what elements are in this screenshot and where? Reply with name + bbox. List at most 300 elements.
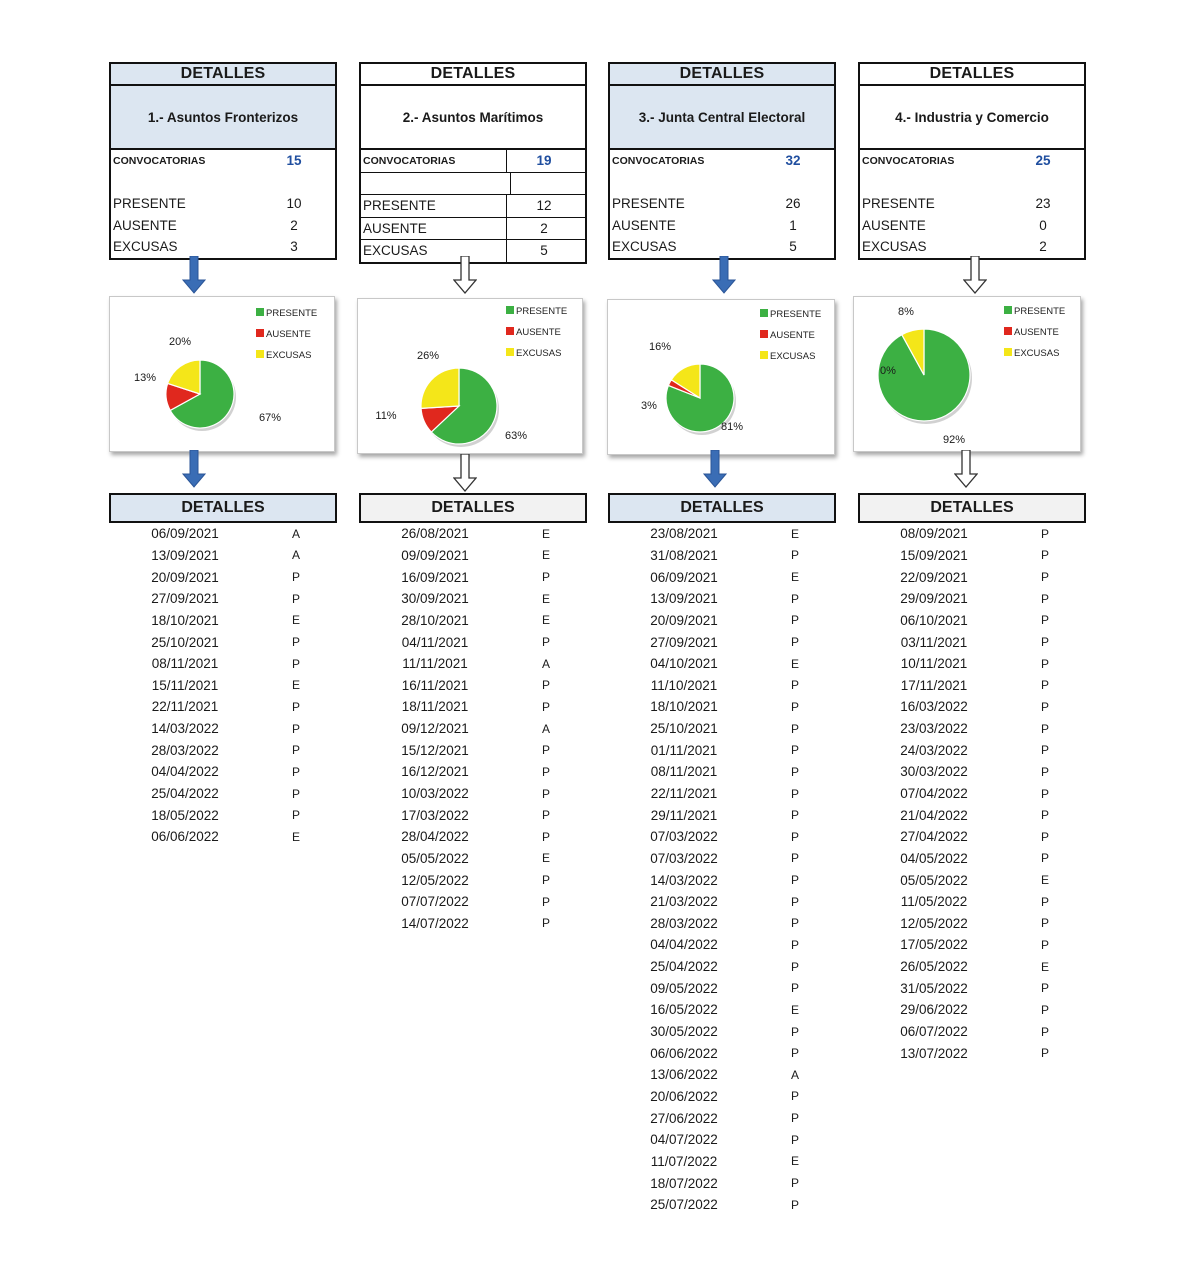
details-header: DETALLES <box>858 493 1086 523</box>
session-date: 17/11/2021 <box>900 677 968 693</box>
session-row <box>608 566 836 588</box>
pie-chart-3 <box>607 299 835 455</box>
legend-label: PRESENTE <box>266 308 318 319</box>
session-date: 30/03/2022 <box>900 764 968 780</box>
session-status: E <box>790 1002 799 1017</box>
session-date: 04/07/2022 <box>650 1132 718 1148</box>
session-status: E <box>291 678 300 693</box>
session-row <box>858 913 1086 935</box>
pie-percent-label: 11% <box>375 410 397 422</box>
session-status: P <box>790 894 799 909</box>
legend-swatch <box>506 306 514 314</box>
session-row <box>608 674 836 696</box>
committee-title: 4.- Industria y Comercio <box>860 86 1084 150</box>
summary-table <box>608 62 836 260</box>
convocatorias-value: 25 <box>1035 153 1051 169</box>
session-date: 16/12/2021 <box>401 764 469 780</box>
pie-percent-label: 92% <box>942 434 966 446</box>
pie-percent-label: 81% <box>720 421 744 433</box>
session-status: P <box>1040 613 1049 628</box>
session-status: P <box>1040 548 1049 563</box>
session-row <box>109 610 337 632</box>
session-status: P <box>541 678 550 693</box>
session-status: P <box>790 1132 799 1147</box>
session-status: E <box>541 613 550 628</box>
session-row <box>858 826 1086 848</box>
session-row <box>109 566 337 588</box>
legend-swatch <box>506 327 514 335</box>
presente-label: PRESENTE <box>363 198 436 214</box>
session-row <box>858 761 1086 783</box>
session-date: 13/09/2021 <box>151 547 219 563</box>
session-date: 27/06/2022 <box>650 1110 718 1126</box>
convocatorias-label: CONVOCATORIAS <box>363 154 456 167</box>
committee-title: 1.- Asuntos Fronterizos <box>111 86 335 150</box>
session-date: 27/04/2022 <box>900 829 968 845</box>
session-status: P <box>541 743 550 758</box>
arrow-down-icon <box>712 256 736 294</box>
session-status: P <box>291 764 300 779</box>
session-row <box>608 1064 836 1086</box>
summary-header: DETALLES <box>610 64 834 86</box>
session-date: 29/09/2021 <box>900 591 968 607</box>
session-row <box>359 545 587 567</box>
presente-row <box>111 193 335 215</box>
summary-header: DETALLES <box>111 64 335 86</box>
session-status: P <box>1040 1024 1049 1039</box>
session-status: P <box>790 1024 799 1039</box>
session-date: 22/09/2021 <box>900 569 968 585</box>
session-date: 06/09/2021 <box>151 526 219 542</box>
presente-label: PRESENTE <box>862 196 935 212</box>
session-row <box>359 566 587 588</box>
session-row <box>858 934 1086 956</box>
session-date: 22/11/2021 <box>151 699 219 715</box>
session-date: 25/07/2022 <box>650 1197 718 1213</box>
excusas-row <box>860 236 1084 258</box>
ausente-label: AUSENTE <box>113 217 177 233</box>
legend-label: PRESENTE <box>516 306 568 317</box>
excusas-row <box>610 236 834 258</box>
session-row <box>858 674 1086 696</box>
session-row <box>359 913 587 935</box>
session-row <box>858 588 1086 610</box>
summary-header: DETALLES <box>860 64 1084 86</box>
session-row <box>608 999 836 1021</box>
session-date: 28/10/2021 <box>401 612 469 628</box>
session-row <box>359 631 587 653</box>
session-date: 09/12/2021 <box>401 721 469 737</box>
session-status: P <box>291 743 300 758</box>
convocatorias-value: 19 <box>506 150 585 172</box>
summary-header: DETALLES <box>361 64 585 86</box>
session-status: E <box>790 526 799 541</box>
committee-column-4 <box>858 62 1086 260</box>
pie-percent-label: 20% <box>168 336 192 348</box>
session-row <box>858 566 1086 588</box>
session-date: 12/05/2022 <box>401 872 469 888</box>
pie-chart-svg <box>110 297 334 451</box>
session-date: 21/03/2022 <box>650 894 718 910</box>
pie-chart-4 <box>853 296 1081 452</box>
session-row <box>109 718 337 740</box>
session-date: 25/04/2022 <box>151 786 219 801</box>
session-date: 06/07/2022 <box>900 1024 968 1040</box>
arrow-down-icon <box>963 256 987 294</box>
ausente-value: 2 <box>506 218 585 240</box>
session-row <box>608 934 836 956</box>
session-row <box>608 848 836 870</box>
session-date: 28/03/2022 <box>151 742 219 758</box>
arrow-down-icon <box>182 256 206 294</box>
session-row <box>608 718 836 740</box>
session-date: 07/03/2022 <box>650 829 718 845</box>
session-row <box>858 783 1086 805</box>
session-date: 16/09/2021 <box>401 569 469 585</box>
session-status: P <box>790 635 799 650</box>
session-date: 14/03/2022 <box>650 872 718 888</box>
session-status: E <box>541 851 550 866</box>
pie-chart-2 <box>357 298 583 454</box>
session-status: P <box>790 786 799 801</box>
session-status: E <box>790 570 799 585</box>
session-row <box>359 696 587 718</box>
session-date: 10/03/2022 <box>401 786 469 801</box>
session-row <box>858 610 1086 632</box>
session-status: P <box>1040 894 1049 909</box>
pie-percent-label: 13% <box>133 372 157 384</box>
committee-column-3 <box>608 62 836 260</box>
session-date: 14/03/2022 <box>151 721 219 737</box>
session-row <box>608 1151 836 1173</box>
session-date: 18/10/2021 <box>650 699 718 715</box>
session-row <box>608 653 836 675</box>
ausente-value: 2 <box>290 217 298 233</box>
session-status: P <box>1040 937 1049 952</box>
session-date: 15/09/2021 <box>900 547 968 563</box>
session-date: 28/03/2022 <box>650 915 718 931</box>
convocatorias-row <box>111 150 335 172</box>
session-date: 11/10/2021 <box>650 677 718 693</box>
session-date: 27/09/2021 <box>650 634 718 650</box>
session-date: 13/09/2021 <box>650 591 718 607</box>
convocatorias-value: 15 <box>286 153 302 169</box>
blank-row <box>361 173 585 196</box>
legend-swatch <box>1004 306 1012 314</box>
ausente-row <box>860 215 1084 237</box>
session-date: 04/04/2022 <box>151 764 219 780</box>
session-row <box>608 913 836 935</box>
legend-swatch <box>256 329 264 337</box>
convocatorias-row <box>860 150 1084 172</box>
session-row <box>608 1194 836 1216</box>
session-row <box>608 891 836 913</box>
session-row <box>359 588 587 610</box>
session-status: P <box>291 656 300 671</box>
session-row <box>858 739 1086 761</box>
session-status: P <box>1040 916 1049 931</box>
convocatorias-row <box>610 150 834 172</box>
session-status: E <box>541 526 550 541</box>
session-row <box>608 1021 836 1043</box>
session-date: 16/05/2022 <box>650 1002 718 1018</box>
excusas-label: EXCUSAS <box>113 239 178 255</box>
session-date: 08/11/2021 <box>151 656 219 672</box>
session-status: P <box>291 591 300 606</box>
session-status: P <box>1040 786 1049 801</box>
session-row <box>359 523 587 545</box>
session-list-1 <box>109 523 337 848</box>
convocatorias-value: 32 <box>785 153 801 169</box>
session-row <box>858 999 1086 1021</box>
session-row <box>109 826 337 848</box>
session-status: P <box>1040 851 1049 866</box>
session-row <box>359 891 587 913</box>
arrow-down-icon <box>453 454 477 492</box>
session-status: P <box>541 894 550 909</box>
session-row <box>608 696 836 718</box>
session-row <box>359 848 587 870</box>
session-row <box>109 588 337 610</box>
session-date: 16/11/2021 <box>401 677 469 693</box>
session-row <box>109 761 337 783</box>
presente-row <box>361 195 585 218</box>
session-row <box>858 1021 1086 1043</box>
session-status: P <box>1040 1046 1049 1061</box>
details-header: DETALLES <box>109 493 337 523</box>
session-status: E <box>291 829 300 844</box>
pie-chart-svg <box>608 300 834 454</box>
legend-swatch <box>506 348 514 356</box>
arrow-down-icon <box>954 450 978 488</box>
session-row <box>858 869 1086 891</box>
pie-chart-svg <box>358 299 582 453</box>
session-date: 24/03/2022 <box>900 742 968 758</box>
excusas-value: 2 <box>1039 239 1047 255</box>
session-row <box>109 696 337 718</box>
session-row <box>359 674 587 696</box>
session-row <box>608 545 836 567</box>
session-row <box>359 826 587 848</box>
session-row <box>858 718 1086 740</box>
session-date: 22/11/2021 <box>650 786 718 801</box>
session-row <box>858 956 1086 978</box>
summary-table <box>109 62 337 260</box>
session-row <box>608 1042 836 1064</box>
session-row <box>109 804 337 826</box>
session-date: 20/09/2021 <box>650 612 718 628</box>
session-status: P <box>790 591 799 606</box>
session-status: P <box>790 873 799 888</box>
session-status: P <box>1040 721 1049 736</box>
session-status: P <box>790 1111 799 1126</box>
session-status: P <box>1040 699 1049 714</box>
session-row <box>359 761 587 783</box>
session-status: E <box>790 656 799 671</box>
summary-table <box>858 62 1086 260</box>
session-row <box>608 977 836 999</box>
session-row <box>608 783 836 805</box>
session-date: 29/11/2021 <box>650 807 718 823</box>
session-date: 06/10/2021 <box>900 612 968 628</box>
session-date: 06/09/2021 <box>650 569 718 585</box>
session-status: P <box>790 548 799 563</box>
presente-label: PRESENTE <box>612 196 685 212</box>
session-row <box>359 718 587 740</box>
session-row <box>858 631 1086 653</box>
session-status: P <box>790 1046 799 1061</box>
session-status: P <box>541 786 550 801</box>
session-status: P <box>790 808 799 823</box>
ausente-label: AUSENTE <box>363 220 427 236</box>
session-row <box>608 610 836 632</box>
session-row <box>858 804 1086 826</box>
session-date: 03/11/2021 <box>900 634 968 650</box>
excusas-label: EXCUSAS <box>862 239 927 255</box>
session-date: 26/08/2021 <box>401 526 469 542</box>
session-date: 13/07/2022 <box>900 1045 968 1061</box>
session-status: A <box>790 1067 799 1082</box>
session-status: P <box>1040 764 1049 779</box>
session-date: 08/11/2021 <box>650 764 718 780</box>
session-status: P <box>291 570 300 585</box>
session-row <box>608 523 836 545</box>
session-date: 11/05/2022 <box>900 894 968 910</box>
session-date: 15/11/2021 <box>151 677 219 693</box>
session-date: 27/09/2021 <box>151 591 219 607</box>
session-date: 28/04/2022 <box>401 829 469 845</box>
pie-percent-label: 63% <box>504 430 528 442</box>
pie-percent-label: 3% <box>641 400 657 412</box>
legend-label: PRESENTE <box>1014 306 1066 317</box>
excusas-value: 3 <box>290 239 298 255</box>
legend-label: AUSENTE <box>770 330 815 341</box>
presente-value: 12 <box>506 195 585 217</box>
session-row <box>858 848 1086 870</box>
session-row <box>109 545 337 567</box>
blank-row <box>610 172 834 194</box>
legend-swatch <box>760 351 768 359</box>
session-status: E <box>541 548 550 563</box>
pie-percent-label: 26% <box>416 350 440 362</box>
convocatorias-row <box>361 150 585 173</box>
session-row <box>109 674 337 696</box>
session-status: P <box>291 699 300 714</box>
presente-value: 10 <box>286 196 302 212</box>
ausente-label: AUSENTE <box>612 217 676 233</box>
legend-swatch <box>760 330 768 338</box>
session-status: P <box>1040 743 1049 758</box>
committee-title: 2.- Asuntos Marítimos <box>361 86 585 150</box>
session-status: P <box>291 635 300 650</box>
session-status: P <box>291 808 300 823</box>
session-status: P <box>790 764 799 779</box>
session-date: 30/05/2022 <box>650 1024 718 1040</box>
session-row <box>858 653 1086 675</box>
session-status: P <box>790 699 799 714</box>
session-date: 25/10/2021 <box>650 721 718 737</box>
legend-label: EXCUSAS <box>770 351 816 362</box>
session-row <box>858 1042 1086 1064</box>
pie-percent-label: 67% <box>258 412 282 424</box>
session-date: 16/03/2022 <box>900 699 968 715</box>
session-date: 12/05/2022 <box>900 915 968 931</box>
presente-row <box>860 193 1084 215</box>
arrow-down-icon <box>453 256 477 294</box>
session-status: P <box>790 678 799 693</box>
session-status: P <box>1040 808 1049 823</box>
session-status: P <box>1040 526 1049 541</box>
session-status: P <box>790 851 799 866</box>
session-date: 23/03/2022 <box>900 721 968 737</box>
blank-row <box>111 172 335 194</box>
convocatorias-label: CONVOCATORIAS <box>612 154 705 167</box>
session-date: 05/05/2022 <box>401 850 469 866</box>
session-list-4 <box>858 523 1086 1064</box>
blank-row <box>860 172 1084 194</box>
session-status: P <box>541 635 550 650</box>
presente-row <box>610 193 834 215</box>
legend-swatch <box>256 308 264 316</box>
session-status: P <box>1040 678 1049 693</box>
session-date: 17/03/2022 <box>401 807 469 823</box>
legend-swatch <box>256 350 264 358</box>
session-status: P <box>541 808 550 823</box>
legend-swatch <box>1004 327 1012 335</box>
convocatorias-label: CONVOCATORIAS <box>113 154 206 167</box>
excusas-value: 5 <box>506 240 585 262</box>
session-date: 31/08/2021 <box>650 547 718 563</box>
session-date: 25/04/2022 <box>650 959 718 975</box>
session-row <box>858 545 1086 567</box>
session-row <box>858 523 1086 545</box>
legend-swatch <box>760 309 768 317</box>
session-status: P <box>790 1176 799 1191</box>
session-status: A <box>541 721 550 736</box>
pie-chart-1 <box>109 296 335 452</box>
session-row <box>608 739 836 761</box>
session-row <box>109 631 337 653</box>
session-status: P <box>1040 656 1049 671</box>
session-row <box>359 804 587 826</box>
session-status: P <box>790 916 799 931</box>
session-status: A <box>291 526 300 541</box>
session-status: P <box>1040 981 1049 996</box>
session-row <box>858 891 1086 913</box>
session-date: 11/11/2021 <box>402 656 468 672</box>
session-row <box>109 739 337 761</box>
session-status: P <box>1040 829 1049 844</box>
session-date: 09/09/2021 <box>401 547 469 563</box>
session-date: 13/06/2022 <box>650 1067 718 1083</box>
session-status: P <box>541 570 550 585</box>
session-status: P <box>790 721 799 736</box>
legend-label: EXCUSAS <box>516 348 562 359</box>
committee-column-1 <box>109 62 337 260</box>
session-status: P <box>790 959 799 974</box>
session-date: 18/11/2021 <box>401 699 469 715</box>
session-row <box>608 761 836 783</box>
session-row <box>608 1107 836 1129</box>
session-status: P <box>790 1197 799 1212</box>
session-row <box>608 1129 836 1151</box>
session-status: P <box>790 743 799 758</box>
details-header: DETALLES <box>359 493 587 523</box>
arrow-down-icon <box>703 450 727 488</box>
session-date: 04/05/2022 <box>900 850 968 866</box>
summary-table <box>359 62 587 264</box>
committee-title: 3.- Junta Central Electoral <box>610 86 834 150</box>
